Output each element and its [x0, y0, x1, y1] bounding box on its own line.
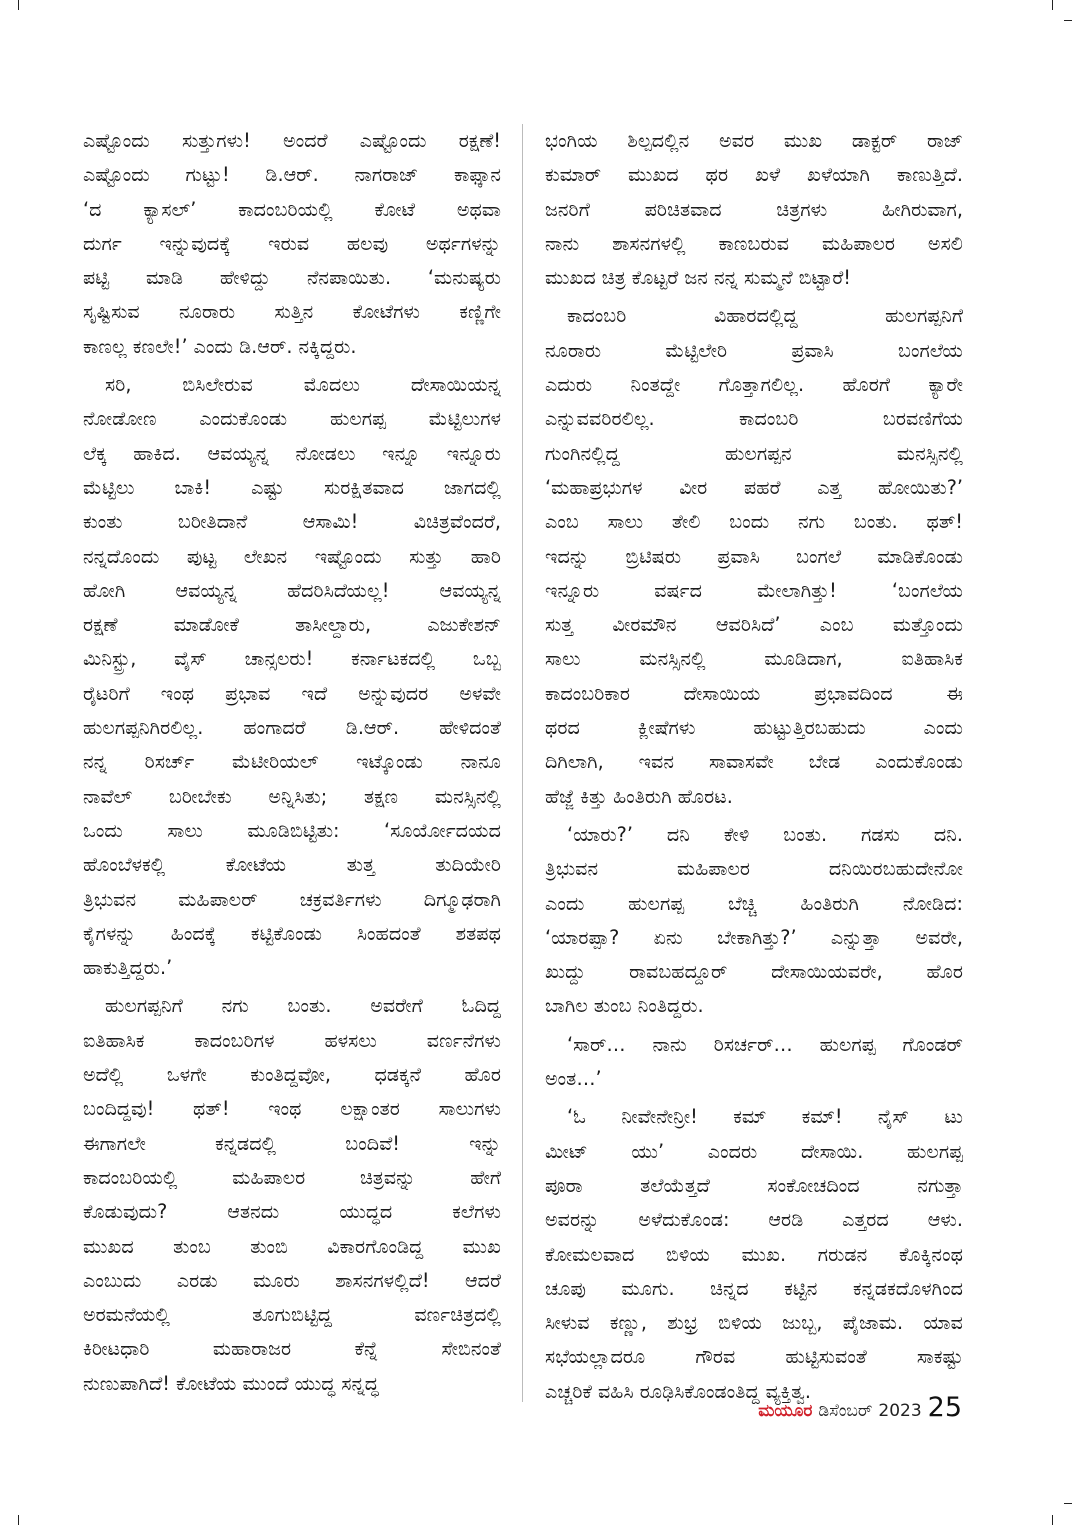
text-line: ‘ಮಹಾಪ್ರಭುಗಳ ವೀರ ಪಹರೆ ಎತ್ತ ಹೋಯಿತು?’	[545, 475, 963, 499]
text-line: ದುರ್ಗ ಇನ್ನುವುದಕ್ಕೆ ಇರುವ ಹಲವು ಅರ್ಥಗಳನ್ನು	[83, 231, 501, 255]
text-line: ನಾನು ಶಾಸನಗಳಲ್ಲಿ ಕಾಣಬರುವ ಮಹಿಪಾಲರ ಅಸಲಿ	[545, 231, 963, 255]
paragraph	[83, 989, 501, 1401]
text-line: ಲೆಕ್ಕ ಹಾಕಿದ. ಆವಯ್ಯನ್ನ ನೋಡಲು ಇನ್ನೂ ಇನ್ನೂರು	[83, 441, 501, 465]
column-divider	[522, 124, 523, 1402]
crop-mark-top-right	[1052, 0, 1053, 10]
text-line: ಕಾದಂಬರಿ ವಿಹಾರದಲ್ಲಿದ್ದ ಹುಲಗಪ್ಪನಿಗೆ	[567, 304, 963, 328]
text-line: ಸಾಲು ಮನಸ್ಸಿನಲ್ಲಿ ಮೂಡಿದಾಗ, ಐತಿಹಾಸಿಕ	[545, 647, 963, 671]
text-line: ನಾವೆಲ್ ಬರೀಬೇಕು ಅನ್ನಿಸಿತು; ತಕ್ಷಣ ಮನಸ್ಸಿನಲ್ಲಿ	[83, 784, 501, 808]
text-line: ಒಂದು ಸಾಲು ಮೂಡಿಬಿಟ್ಟಿತು: ‘ಸೂರ್ಯೋದಯದ	[83, 818, 501, 842]
text-line: ಕೋಮಲವಾದ ಬಿಳಿಯ ಮುಖ. ಗರುಡನ ಕೊಕ್ಕಿನಂಥ	[545, 1242, 963, 1266]
text-line: ಪೂರಾ ತಲೆಯೆತ್ತದೆ ಸಂಕೋಚದಿಂದ ನಗುತ್ತಾ	[545, 1173, 963, 1197]
paragraph	[545, 1028, 963, 1097]
text-line: ಬಾಗಿಲ ತುಂಬ ನಿಂತಿದ್ದರು.	[545, 994, 704, 1018]
text-line: ಮೆಟ್ಟಿಲು ಬಾಕಿ! ಎಷ್ಟು ಸುರಕ್ಷಿತವಾದ ಜಾಗದಲ್ಲಿ	[83, 475, 501, 499]
issue-month: ಡಿಸೆಂಬರ್	[818, 1401, 873, 1421]
text-line: ‘ಯಾರಪ್ಪಾ? ಏನು ಬೇಕಾಗಿತ್ತು?’ ಎನ್ನುತ್ತಾ ಅವರೇ,	[545, 925, 963, 949]
text-line: ನುಣುಪಾಗಿದೆ! ಕೋಟೆಯ ಮುಂದೆ ಯುದ್ಧ ಸನ್ನದ್ಧ	[83, 1371, 379, 1395]
page-footer	[758, 1392, 962, 1428]
crop-mark-right-upper	[1064, 20, 1072, 21]
text-line: ಪಟ್ಟಿ ಮಾಡಿ ಹೇಳಿದ್ದು ನೆನಪಾಯಿತು. ‘ಮನುಷ್ಯರು	[83, 266, 501, 290]
magazine-name: ಮಯೂರ	[758, 1401, 813, 1421]
paragraph	[545, 299, 963, 813]
crop-mark-bottom-right	[1052, 1515, 1053, 1525]
text-line: ನನ್ನ ರಿಸರ್ಚ್ ಮೆಟೀರಿಯಲ್ ಇಟ್ಕೊಂಡು ನಾನೂ	[83, 750, 501, 774]
text-line: ಎದುರು ನಿಂತದ್ದೇ ಗೊತ್ತಾಗಲಿಲ್ಲ. ಹೊರಗೆ ಕ್ಯಾರೇ	[545, 373, 963, 397]
text-line: ಭಂಗಿಯ ಶಿಲ್ಪದಲ್ಲಿನ ಅವರ ಮುಖ ಡಾಕ್ಟರ್ ರಾಜ್	[545, 129, 963, 152]
text-line: ಸರಿ, ಬಿಸಿಲೇರುವ ಮೊದಲು ದೇಸಾಯಿಯನ್ನ	[105, 373, 501, 397]
crop-mark-right-lower	[1064, 1503, 1072, 1504]
text-line: ಮಿನಿಸ್ಟ್ರು, ವೈಸ್ ಚಾನ್ಸಲರು! ಕರ್ನಾಟಕದಲ್ಲಿ ಒಬ್ಬ	[83, 647, 501, 671]
issue-year: 2023	[878, 1401, 922, 1421]
text-line: ರೈಟರಿಗೆ ಇಂಥ ಪ್ರಭಾವ ಇದೆ ಅನ್ನುವುದರ ಅಳವೇ	[83, 681, 501, 705]
paragraph	[83, 368, 501, 985]
text-line: ಸೃಷ್ಟಿಸುವ ನೂರಾರು ಸುತ್ತಿನ ಕೋಟೆಗಳು ಕಣ್ಣಿಗೇ	[83, 300, 501, 324]
text-line: ಎಂದು ಹುಲಗಪ್ಪ ಬೆಚ್ಚಿ ಹಿಂತಿರುಗಿ ನೋಡಿದ:	[545, 891, 963, 915]
text-line: ಕಾದಂಬರಿಕಾರ ದೇಸಾಯಿಯ ಪ್ರಭಾವದಿಂದ ಈ	[545, 681, 963, 705]
text-line: ಮುಖದ ತುಂಬ ತುಂಬಿ ವಿಕಾರಗೊಂಡಿದ್ದ ಮುಖ	[83, 1234, 501, 1258]
right-text-column	[545, 124, 963, 1409]
text-line: ಅದೆಲ್ಲಿ ಒಳಗೇ ಕುಂತಿದ್ದವೋ, ಧಡಕ್ಕನೆ ಹೊರ	[83, 1063, 501, 1087]
paragraph	[545, 124, 963, 295]
text-line: ಜನರಿಗೆ ಪರಿಚಿತವಾದ ಚಿತ್ರಗಳು ಹೀಗಿರುವಾಗ,	[545, 197, 963, 221]
text-line: ಹೋಗಿ ಆವಯ್ಯನ್ನ ಹೆದರಿಸಿದೆಯಲ್ಲ! ಆವಯ್ಯನ್ನ	[83, 578, 501, 602]
text-line: ‘ಓ ನೀವೇನೇನ್ರೀ! ಕಮ್ ಕಮ್! ನೈಸ್ ಟು	[567, 1105, 963, 1129]
text-line: ‘ಯಾರು?’ ದನಿ ಕೇಳಿ ಬಂತು. ಗಡಸು ದನಿ.	[567, 822, 963, 846]
text-line: ಖುದ್ದು ರಾವಬಹದ್ದೂರ್ ದೇಸಾಯಿಯವರೇ, ಹೊರ	[545, 960, 963, 984]
text-line: ಎಂಬುದು ಎರಡು ಮೂರು ಶಾಸನಗಳಲ್ಲಿದೆ! ಆದರೆ	[83, 1268, 501, 1292]
text-line: ತ್ರಿಭುವನ ಮಹಿಪಾಲರ್ ಚಕ್ರವರ್ತಿಗಳು ದಿಗ್ಮೂಢರಾಗಿ	[83, 887, 501, 911]
text-line: ಈಗಾಗಲೇ ಕನ್ನಡದಲ್ಲಿ ಬಂದಿವೆ! ಇನ್ನು	[83, 1131, 501, 1155]
text-line: ಚೂಪು ಮೂಗು. ಚಿನ್ನದ ಕಟ್ಟಿನ ಕನ್ನಡಕದೊಳಗಿಂದ	[545, 1276, 963, 1300]
text-line: ನೋಡೋಣ ಎಂದುಕೊಂಡು ಹುಲಗಪ್ಪ ಮೆಟ್ಟಿಲುಗಳ	[83, 407, 501, 431]
text-line: ಕೊಡುವುದು? ಆತನದು ಯುದ್ಧದ ಕಲೆಗಳು	[83, 1200, 501, 1224]
paragraph	[545, 818, 963, 1024]
text-line: ಕೈಗಳನ್ನು ಹಿಂದಕ್ಕೆ ಕಟ್ಟಿಕೊಂಡು ಸಿಂಹದಂತೆ ಶತಪಥ	[83, 921, 501, 945]
text-line: ಎಂಬ ಸಾಲು ತೇಲಿ ಬಂದು ನಗು ಬಂತು. ಥತ್!	[545, 510, 963, 534]
text-line: ತ್ರಿಭುವನ ಮಹಿಪಾಲರ ದನಿಯಿರಬಹುದೇನೋ	[545, 857, 963, 881]
text-line: ಹೊಂಬೆಳಕಲ್ಲಿ ಕೋಟೆಯ ತುತ್ತ ತುದಿಯೇರಿ	[83, 853, 501, 877]
paragraph	[545, 1100, 963, 1409]
text-line: ಕುಮಾರ್ ಮುಖದ ಥರ ಖಳೆ ಖಳೆಯಾಗಿ ಕಾಣುತ್ತಿದೆ.	[545, 163, 963, 187]
text-line: ದಿಗಿಲಾಗಿ, ಇವನ ಸಾವಾಸವೇ ಬೇಡ ಎಂದುಕೊಂಡು	[545, 750, 963, 774]
text-line: ಹಾಕುತ್ತಿದ್ದರು.’	[83, 956, 173, 980]
text-line: ‘ಸಾರ್… ನಾನು ರಿಸರ್ಚರ್… ಹುಲಗಪ್ಪ ಗೊಂಡರ್	[567, 1032, 963, 1056]
text-line: ಇದನ್ನು ಬ್ರಿಟಿಷರು ಪ್ರವಾಸಿ ಬಂಗಲೆ ಮಾಡಿಕೊಂಡು	[545, 544, 963, 568]
text-line: ಹೆಜ್ಜೆ ಕಿತ್ತು ಹಿಂತಿರುಗಿ ಹೊರಟ.	[545, 784, 733, 808]
text-line: ಅರಮನೆಯಲ್ಲಿ ತೂಗುಬಿಟ್ಟಿದ್ದ ವರ್ಣಚಿತ್ರದಲ್ಲಿ	[83, 1303, 501, 1327]
text-line: ಕುಂತು ಬರೀತಿದಾನೆ ಆಸಾಮಿ! ವಿಚಿತ್ರವೆಂದರೆ,	[83, 510, 501, 534]
left-text-column	[83, 124, 501, 1401]
text-line: ಮುಖದ ಚಿತ್ರ ಕೊಟ್ಟರೆ ಜನ ನನ್ನ ಸುಮ್ಮನೆ ಬಿಟ್ಟಾರೆ!	[545, 266, 851, 290]
text-line: ಇನ್ನೂರು ವರ್ಷದ ಮೇಲಾಗಿತ್ತು! ‘ಬಂಗಲೆಯ	[545, 578, 963, 602]
text-line: ಕಾಣಲ್ಲ ಕಣಲೇ!’ ಎಂದು ಡಿ.ಆರ್. ನಕ್ಕಿದ್ದರು.	[83, 334, 357, 358]
text-line: ಬಂದಿದ್ದವು! ಥತ್! ಇಂಥ ಲಕ್ಷಾಂತರ ಸಾಲುಗಳು	[83, 1097, 501, 1121]
text-line: ಕಾದಂಬರಿಯಲ್ಲಿ ಮಹಿಪಾಲರ ಚಿತ್ರವನ್ನು ಹೇಗೆ	[83, 1165, 501, 1189]
text-line: ಸೀಳುವ ಕಣ್ಣು, ಶುಭ್ರ ಬಿಳಿಯ ಜುಬ್ಬ, ಪೈಜಾಮ. ಯಾವ	[545, 1311, 963, 1335]
text-line: ಐತಿಹಾಸಿಕ ಕಾದಂಬರಿಗಳ ಹಳಸಲು ವರ್ಣನೆಗಳು	[83, 1028, 501, 1052]
text-line: ಹುಲಗಪ್ಪನಿಗೆ ನಗು ಬಂತು. ಅವರೇಗೆ ಓದಿದ್ದ	[105, 994, 501, 1018]
text-line: ರಕ್ಷಣೆ ಮಾಡೋಕೆ ತಾಸೀಲ್ದಾರು, ಎಜುಕೇಶನ್	[83, 613, 501, 637]
text-line: ಎಷ್ಟೊಂದು ಸುತ್ತುಗಳು! ಅಂದರೆ ಎಷ್ಟೊಂದು ರಕ್ಷಣೆ!	[83, 129, 501, 152]
text-line: ನೂರಾರು ಮೆಟ್ಟಿಲೇರಿ ಪ್ರವಾಸಿ ಬಂಗಲೆಯ	[545, 338, 963, 362]
text-line: ಥರದ ಕ್ಲೀಷೆಗಳು ಹುಟ್ಟುತ್ತಿರಬಹುದು ಎಂದು	[545, 716, 963, 740]
text-line: ಅವರನ್ನು ಅಳೆದುಕೊಂಡ: ಆರಡಿ ಎತ್ತರದ ಆಳು.	[545, 1208, 963, 1232]
text-line: ಎನ್ನುವವರಿರಲಿಲ್ಲ. ಕಾದಂಬರಿ ಬರವಣಿಗೆಯ	[545, 407, 963, 431]
text-line: ಎಚ್ಚರಿಕೆ ವಹಿಸಿ ರೂಢಿಸಿಕೊಂಡಂತಿದ್ದ ವ್ಯಕ್ತಿತ್ವ.	[545, 1379, 811, 1403]
crop-mark-bottom-left	[18, 1515, 19, 1525]
paragraph	[83, 124, 501, 364]
text-line: ಸಭೆಯಲ್ಲಾದರೂ ಗೌರವ ಹುಟ್ಟಿಸುವಂತೆ ಸಾಕಷ್ಟು	[545, 1345, 963, 1369]
text-line: ಗುಂಗಿನಲ್ಲಿದ್ದ ಹುಲಗಪ್ಪನ ಮನಸ್ಸಿನಲ್ಲಿ	[545, 441, 963, 465]
text-line: ಮೀಟ್ ಯು’ ಎಂದರು ದೇಸಾಯಿ. ಹುಲಗಪ್ಪ	[545, 1139, 963, 1163]
text-line: ಸುತ್ತ ವೀರಮೌನ ಆವರಿಸಿದೆ’ ಎಂಬ ಮತ್ತೊಂದು	[545, 613, 963, 637]
text-line: ಹುಲಗಪ್ಪನಿಗಿರಲಿಲ್ಲ. ಹಂಗಾದರೆ ಡಿ.ಆರ್. ಹೇಳಿದಂತೆ	[83, 716, 501, 740]
page-number: 25	[927, 1392, 962, 1423]
crop-mark-top-left	[18, 0, 19, 10]
text-line: ಕಿರೀಟಧಾರಿ ಮಹಾರಾಜರ ಕೆನ್ನೆ ಸೇಬಿನಂತೆ	[83, 1337, 501, 1361]
text-line: ಅಂತ…’	[545, 1067, 602, 1091]
text-line: ಎಷ್ಟೊಂದು ಗುಟ್ಟು! ಡಿ.ಆರ್. ನಾಗರಾಜ್ ಕಾಫ್ಕಾನ	[83, 163, 501, 187]
text-line: ‘ದ ಕ್ಯಾಸಲ್’ ಕಾದಂಬರಿಯಲ್ಲಿ ಕೋಟೆ ಅಥವಾ	[83, 197, 501, 221]
text-line: ನನ್ನದೊಂದು ಪುಟ್ಟ ಲೇಖನ ಇಷ್ಟೊಂದು ಸುತ್ತು ಹಾರಿ	[83, 544, 501, 568]
